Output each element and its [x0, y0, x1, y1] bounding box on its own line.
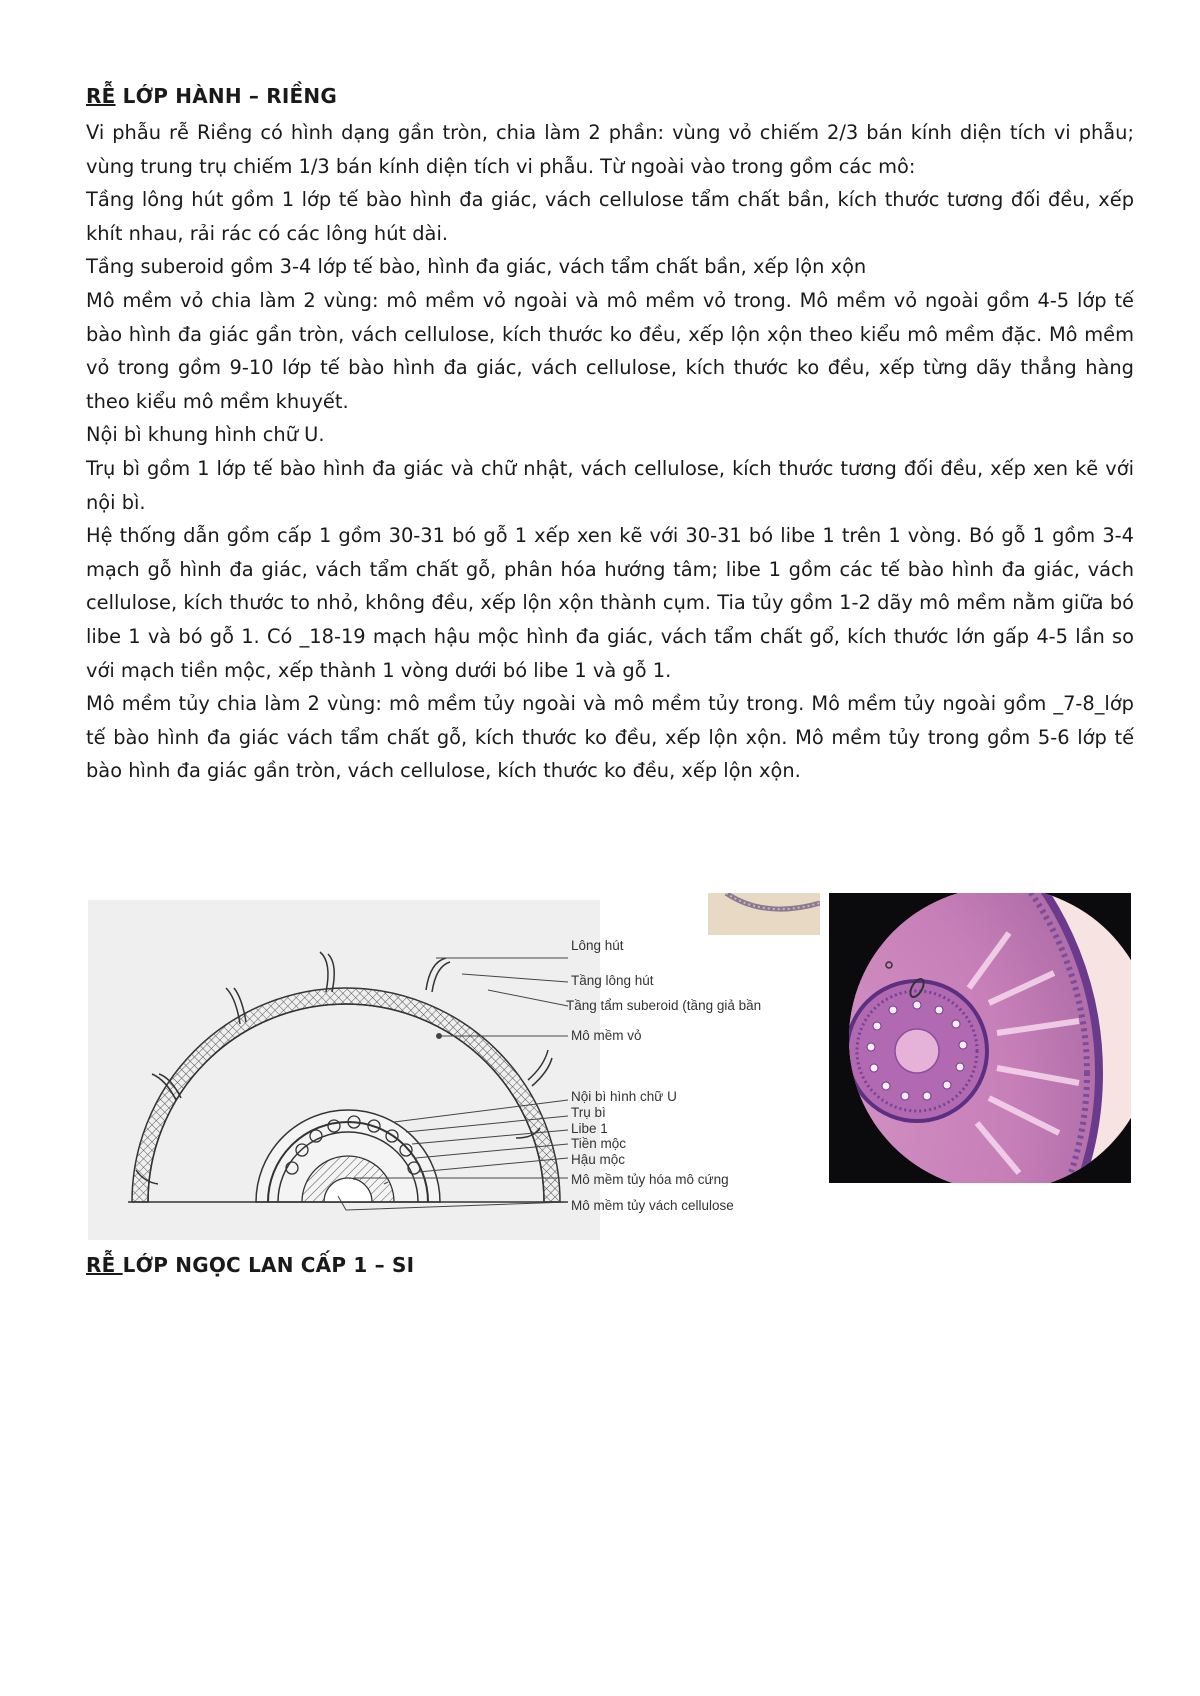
label-noi-bi: Nội bì hình chữ U [571, 1089, 677, 1104]
label-tru-bi: Trụ bì [571, 1105, 606, 1120]
label-tuy-vach-cellulose: Mô mềm tủy vách cellulose [571, 1198, 734, 1213]
section-body [86, 116, 1134, 788]
section-heading-si [86, 1253, 414, 1277]
label-mo-mem-vo: Mô mềm vỏ [571, 1028, 642, 1043]
paragraph-tang-long-hut: Tầng lông hút gồm 1 lớp tế bào hình đa giác, vách cellulose tẩm chất bần, kích thước tương đối đều, xếp khít nhau, rải rác có các lông hút dài. [86, 188, 1134, 245]
heading-rest: LỚP HÀNH – RIỀNG [115, 84, 337, 108]
root-diagram-figure [88, 900, 818, 1240]
heading2-underlined-word: RỄ [86, 1253, 123, 1277]
label-libe-1: Libe 1 [571, 1121, 608, 1136]
paragraph-tru-bi: Trụ bì gồm 1 lớp tế bào hình đa giác và chữ nhật, vách cellulose, kích thước tương đối đều, xếp xen kẽ với nội bì. [86, 456, 1134, 514]
micrograph-photo [829, 893, 1131, 1183]
label-tien-moc: Tiền mộc [571, 1136, 627, 1151]
label-long-hut: Lông hút [571, 938, 624, 953]
paragraph-overview: Vi phẫu rễ Riềng có hình dạng gần tròn, chia làm 2 phần: vùng vỏ chiếm 2/3 bán kính diện tích vi phẫu; vùng trung trụ chiếm 1/3 bán kính diện tích vi phẫu. Từ ngoài vào trong gồm các mô: [86, 121, 1134, 178]
heading2-rest: LỚP NGỌC LAN CẤP 1 – SI [122, 1253, 415, 1277]
root-diagram [88, 900, 818, 1240]
label-hau-moc: Hậu mộc [571, 1152, 626, 1167]
label-tang-suberoid: Tầng tẩm suberoid (tầng giả bần [566, 998, 762, 1013]
paragraph-he-thong-dan: Hệ thống dẫn gồm cấp 1 gồm 30-31 bó gỗ 1 xếp xen kẽ với 30-31 bó libe 1 trên 1 vòng. Bó gỗ 1 gồm 3-4 mạch gỗ hình đa giác, vách tẩm chất gỗ, phân hóa hướng tâm; libe 1 gồm các tế bào hình đa giác, vách cellulose, kích thước to nhỏ, không đều, xếp lộn xộn thành cụm. Tia tủy gồm 1-2 dãy mô mềm nằm giữa bó libe 1 và bó gỗ 1. Có _18-19 mạch hậu mộc hình đa giác, vách tẩm chất gổ, kích thước lớn gấp 4-5 lần so với mạch tiền mộc, xếp thành 1 vòng dưới bó libe 1 và gỗ 1. [86, 524, 1134, 682]
section-heading-rieng [86, 84, 337, 108]
paragraph-tang-suberoid: Tầng suberoid gồm 3-4 lớp tế bào, hình đa giác, vách tẩm chất bần, xếp lộn xộn [86, 255, 867, 279]
label-tuy-hoa-mo-cung: Mô mềm tủy hóa mô cứng [571, 1172, 729, 1187]
paragraph-mo-mem-vo: Mô mềm vỏ chia làm 2 vùng: mô mềm vỏ ngoài và mô mềm vỏ trong. Mô mềm vỏ ngoài gồm 4-5 lớp tế bào hình đa giác gần tròn, vách cellulose, kích thước ko đều, xếp lộn xộn theo kiểu mô mềm đặc. Mô mềm vỏ trong gồm 9-10 lớp tế bào hình đa giác, vách cellulose, kích thước ko đều, xếp từng dãy thẳng hàng theo kiểu mô mềm khuyết. [86, 288, 1134, 413]
heading-underlined-word: RỄ [86, 84, 116, 108]
micrograph-thumbnail [708, 893, 820, 935]
pith-center [895, 1029, 939, 1073]
paragraph-noi-bi: Nội bì khung hình chữ U. [86, 423, 325, 447]
paragraph-mo-mem-tuy: Mô mềm tủy chia làm 2 vùng: mô mềm tủy ngoài và mô mềm tủy trong. Mô mềm tủy ngoài gồm _7-8_lớp tế bào hình đa giác vách tẩm chất gỗ, kích thước ko đều, xếp lộn xộn. Mô mềm tủy trong gồm 5-6 lớp tế bào hình đa giác gần tròn, vách cellulose, kích thước ko đều, xếp lộn xộn. [86, 692, 1134, 783]
label-tang-long-hut: Tầng lông hút [571, 973, 654, 988]
